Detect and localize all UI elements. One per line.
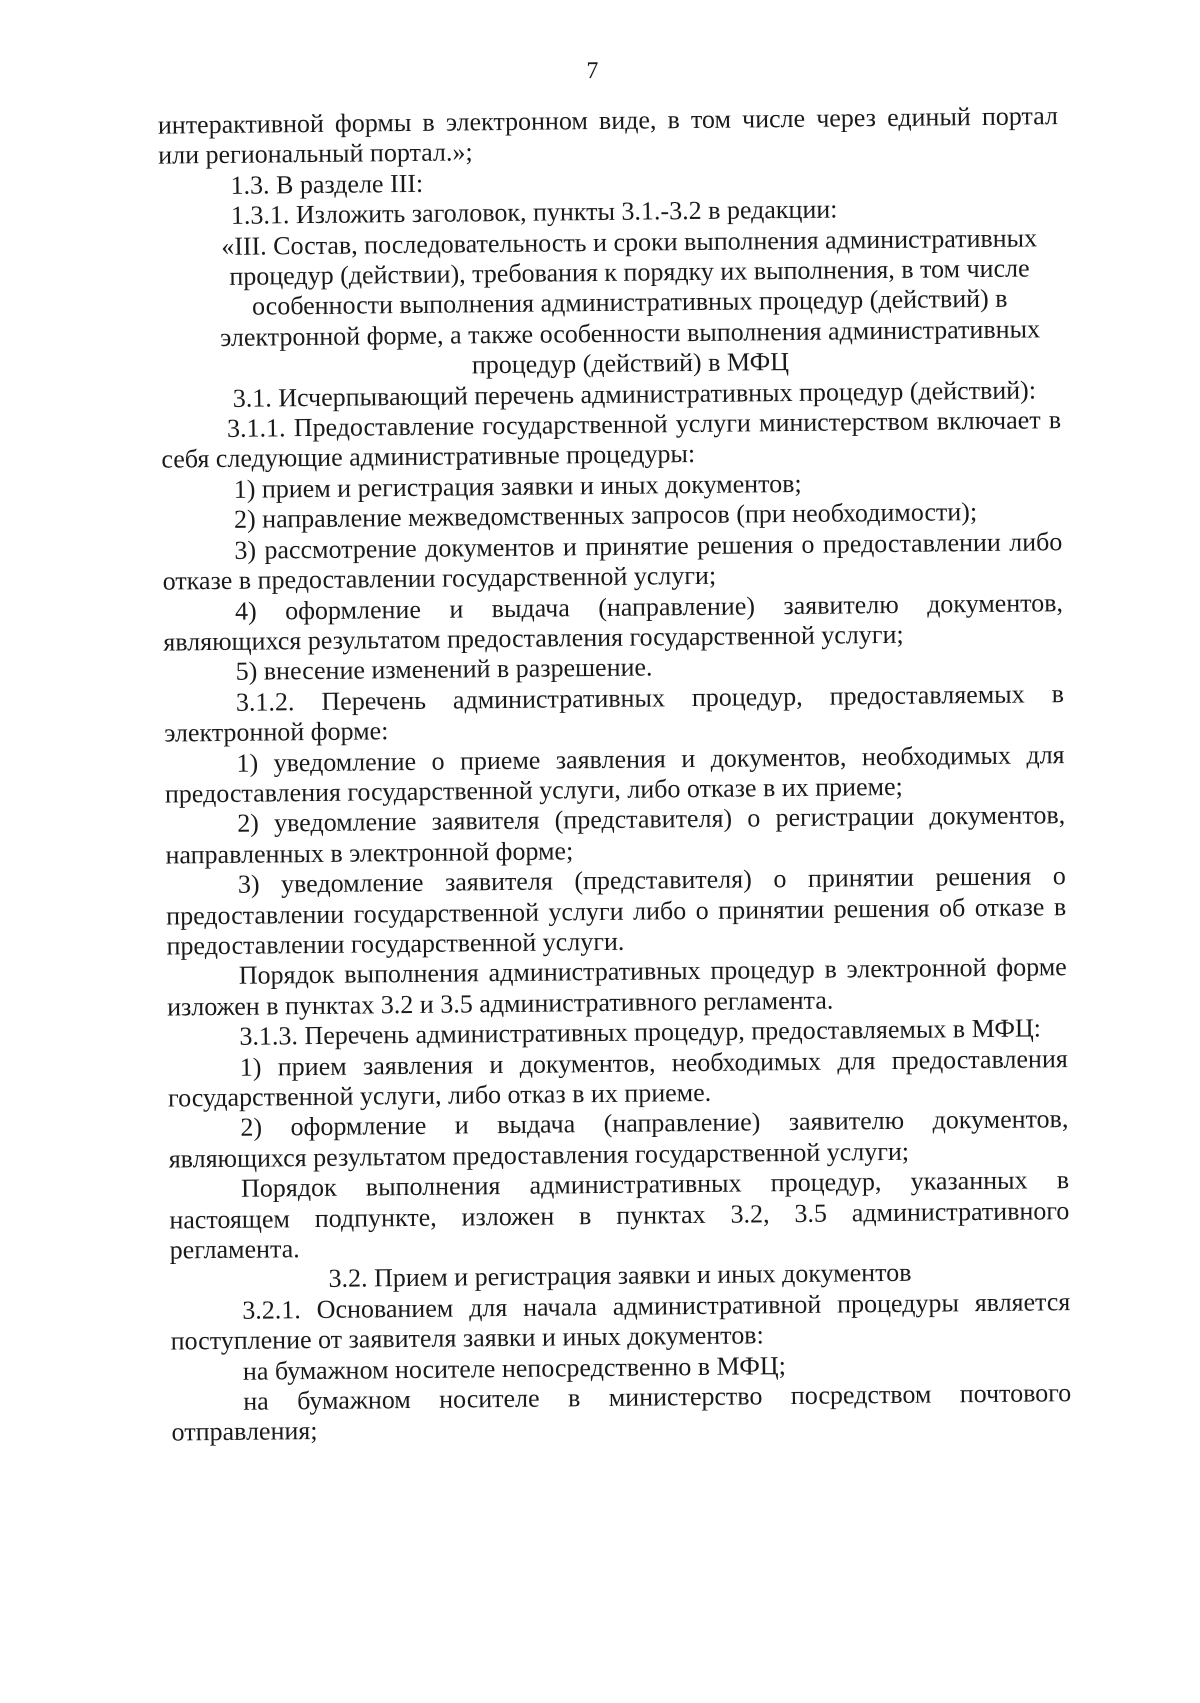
- list-item: 1) прием заявления и документов, необходимых для предоставления государственной услуги, либо отказ в их приеме.: [167, 1043, 1068, 1113]
- page-number: 7: [586, 57, 599, 85]
- paragraph: 3.1. Исчерпывающий перечень административных процедур (действий):: [232, 375, 1037, 413]
- list-item: 2) уведомление заявителя (представителя) о регистрации документов, направленных в электронной форме;: [165, 800, 1066, 870]
- paragraph: 3.1.2. Перечень административных процедур, предоставляемых в электронной форме:: [164, 678, 1065, 748]
- paragraph: 1.3.1. Изложить заголовок, пункты 3.1.-3.2 в редакции:: [230, 194, 838, 231]
- paragraph: 3.1.1. Предоставление государственной услуги министерством включает в себя следующие административные процедуры:: [161, 405, 1062, 475]
- paragraph: 1.3. В разделе III:: [230, 168, 424, 200]
- list-item: 1) уведомление о приеме заявления и документов, необходимых для предоставления государственной услуги, либо отказе в их приеме;: [164, 739, 1065, 809]
- list-item: 3) уведомление заявителя (представителя) о принятии решения о предоставлении государственной услуги либо о принятии решения об отказе в предоставлении государственной услуги.: [166, 861, 1067, 961]
- list-item: на бумажном носителе в министерство посредством почтового отправления;: [171, 1378, 1072, 1447]
- list-item: 3) рассмотрение документов и принятие решения о предоставлении либо отказе в предоставлении государственной услуги;: [162, 526, 1063, 596]
- paragraph: 3.1.3. Перечень административных процедур, предоставляемых в МФЦ:: [239, 1013, 1042, 1051]
- paragraph: Порядок выполнения административных процедур, указанных в настоящем подпункте, изложен в пунктах 3.2, 3.5 административного регламента.: [169, 1165, 1070, 1265]
- paragraph: 3.2.1. Основанием для начала административной процедуры является поступление от заявителя заявки и иных документов:: [170, 1286, 1071, 1356]
- list-item: на бумажном носителе непосредственно в МФЦ;: [242, 1350, 786, 1386]
- section-heading: «III. Состав, последовательность и сроки выполнения административных процедур (действии), требования к порядку их выполнения, в том числе особенности выполнения административных процедур (действий) в электронной форме, а также особенности выполнения административных процедур (действий) в МФЦ: [220, 223, 1041, 380]
- list-item: 2) направление межведомственных запросов (при необходимости);: [233, 497, 978, 535]
- list-item: 1) прием и регистрация заявки и иных документов;: [233, 468, 802, 504]
- paragraph: интерактивной формы в электронном виде, в том числе через единый портал или региональный портал.»;: [157, 101, 1059, 170]
- paragraph: Порядок выполнения административных процедур в электронной форме изложен в пунктах 3.2 и 3.5 административного регламента.: [166, 952, 1067, 1022]
- list-item: 5) внесение изменений в разрешение.: [235, 652, 653, 687]
- document-body: [158, 101, 1072, 1448]
- list-item: 4) оформление и выдача (направление) заявителю документов, являющихся результатом предоставления государственной услуги;: [163, 587, 1064, 657]
- subsection-heading: 3.2. Прием и регистрация заявки и иных документов: [328, 1258, 912, 1294]
- list-item: 2) оформление и выдача (направление) заявителю документов, являющихся результатом предоставления государственной услуги;: [168, 1104, 1069, 1174]
